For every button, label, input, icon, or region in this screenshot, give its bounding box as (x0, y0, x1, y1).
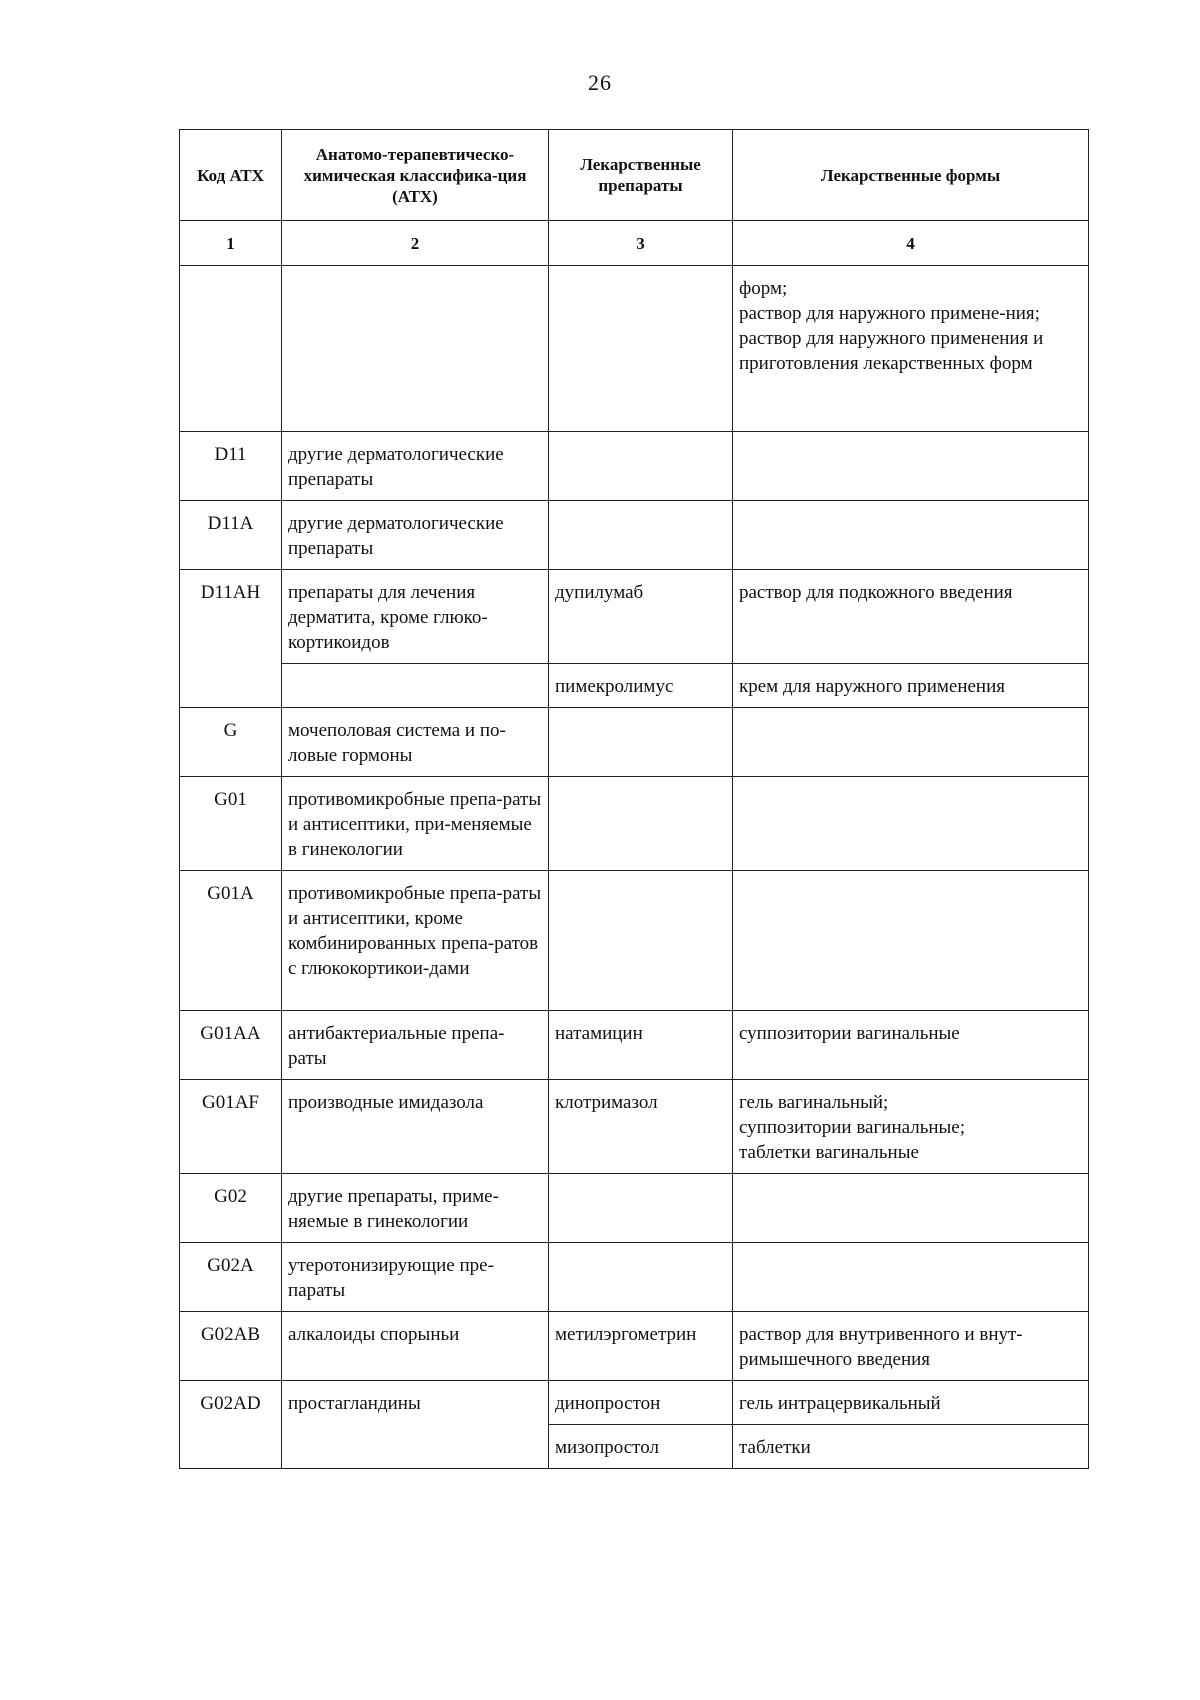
cell-forms (733, 871, 1089, 1011)
cell-forms (733, 432, 1089, 501)
atx-table (179, 129, 1089, 1469)
cell-forms (733, 708, 1089, 777)
cell-classification: другие препараты, приме-няемые в гинекологии (282, 1174, 549, 1243)
form-line: таблетки вагинальные (739, 1142, 919, 1163)
cell-code: D11A (180, 501, 282, 570)
cell-classification: мочеполовая система и по-ловые гормоны (282, 708, 549, 777)
table-row (180, 570, 1089, 664)
cell-drug: натамицин (549, 1011, 733, 1080)
cell-forms: крем для наружного применения (733, 664, 1089, 708)
cell-classification: производные имидазола (282, 1080, 549, 1174)
cell-forms: суппозитории вагинальные (733, 1011, 1089, 1080)
table-row (180, 1174, 1089, 1243)
cell-code: G02 (180, 1174, 282, 1243)
cell-drug (549, 1174, 733, 1243)
cell-drug (549, 1243, 733, 1312)
cell-code: G01 (180, 777, 282, 871)
cell-forms (733, 266, 1089, 432)
form-line: раствор для наружного применения и приготовления лекарственных форм (739, 328, 1044, 374)
table-row (180, 777, 1089, 871)
cell-classification: другие дерматологические препараты (282, 501, 549, 570)
table-row (180, 1312, 1089, 1381)
cell-code: D11AH (180, 570, 282, 708)
cell-drug: метилэргометрин (549, 1312, 733, 1381)
cell-forms (733, 1174, 1089, 1243)
form-line: суппозитории вагинальные; (739, 1117, 966, 1138)
cell-code: G02AD (180, 1381, 282, 1469)
table-row-continuation (180, 266, 1089, 432)
table-row (180, 1243, 1089, 1312)
cell-code: G01AF (180, 1080, 282, 1174)
cell-code: G02AB (180, 1312, 282, 1381)
cell-forms: раствор для внутривенного и внут-римышечного введения (733, 1312, 1089, 1381)
page-number: 26 (588, 70, 612, 95)
table-row (180, 1080, 1089, 1174)
cell-drug (549, 708, 733, 777)
cell-drug (549, 432, 733, 501)
cell-code: G (180, 708, 282, 777)
header-drugs: Лекарственные препараты (549, 130, 733, 221)
cell-classification: противомикробные препа-раты и антисептики, при-меняемые в гинекологии (282, 777, 549, 871)
cell-code (180, 266, 282, 432)
cell-classification (282, 266, 549, 432)
cell-code: G02A (180, 1243, 282, 1312)
cell-drug: дупилумаб (549, 570, 733, 664)
column-number-row (180, 221, 1089, 266)
cell-forms (733, 777, 1089, 871)
cell-forms: таблетки (733, 1425, 1089, 1469)
cell-drug (549, 871, 733, 1011)
cell-drug: мизопростол (549, 1425, 733, 1469)
cell-classification: антибактериальные препа-раты (282, 1011, 549, 1080)
table-row (180, 432, 1089, 501)
cell-forms: гель интрацервикальный (733, 1381, 1089, 1425)
cell-drug (549, 501, 733, 570)
cell-classification: препараты для лечения дерматита, кроме глюко-кортикоидов (282, 570, 549, 664)
column-number: 2 (282, 221, 549, 266)
cell-drug: клотримазол (549, 1080, 733, 1174)
cell-forms (733, 1080, 1089, 1174)
cell-forms (733, 501, 1089, 570)
form-line: раствор для наружного примене-ния; (739, 303, 1040, 324)
column-number: 3 (549, 221, 733, 266)
cell-code: D11 (180, 432, 282, 501)
header-forms: Лекарственные формы (733, 130, 1089, 221)
table-row (180, 1011, 1089, 1080)
header-code: Код АТХ (180, 130, 282, 221)
table-row (180, 664, 1089, 708)
cell-classification (282, 664, 549, 708)
cell-classification: утеротонизирующие пре-параты (282, 1243, 549, 1312)
column-number: 4 (733, 221, 1089, 266)
table-row (180, 1381, 1089, 1425)
cell-code: G01A (180, 871, 282, 1011)
cell-drug (549, 777, 733, 871)
cell-code: G01AA (180, 1011, 282, 1080)
cell-forms: раствор для подкожного введения (733, 570, 1089, 664)
table-row (180, 501, 1089, 570)
cell-drug: пимекролимус (549, 664, 733, 708)
form-line: гель вагинальный; (739, 1092, 889, 1113)
cell-drug (549, 266, 733, 432)
table-row (180, 708, 1089, 777)
cell-classification: алкалоиды спорыньи (282, 1312, 549, 1381)
cell-classification: другие дерматологические препараты (282, 432, 549, 501)
cell-forms (733, 1243, 1089, 1312)
table-row (180, 871, 1089, 1011)
cell-classification: простагландины (282, 1381, 549, 1469)
cell-drug: динопростон (549, 1381, 733, 1425)
form-line: форм; (739, 278, 788, 299)
header-classification: Анатомо-терапевтическо-химическая классифика-ция (АТХ) (282, 130, 549, 221)
cell-classification: противомикробные препа-раты и антисептики, кроме комбинированных препа-ратов с глюкокортикои-дами (282, 871, 549, 1011)
table-header-row (180, 130, 1089, 221)
column-number: 1 (180, 221, 282, 266)
